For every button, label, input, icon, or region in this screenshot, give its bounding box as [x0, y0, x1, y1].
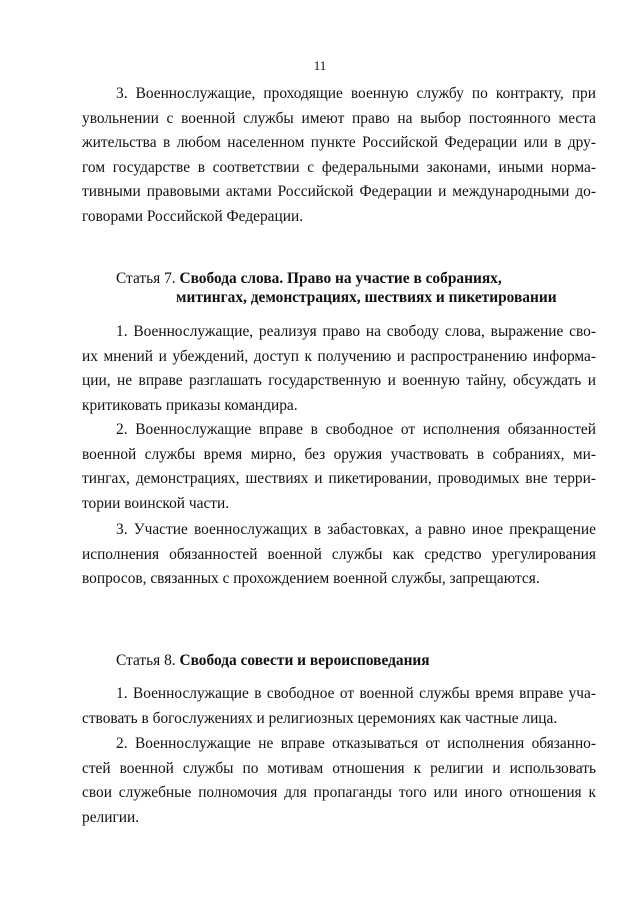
text-line: говорами Российской Федерации. [82, 207, 304, 225]
text-line: исполнения обязанностей военной службы как средство урегулирования [82, 545, 596, 563]
article-8-paragraph-2 [82, 732, 596, 830]
text-line: увольнении с военной службы имеют право на выбор постоянного места [82, 109, 596, 127]
text-line: религии. [82, 808, 140, 826]
text-line: вопросов, связанных с прохождением военной службы, запрещаются. [82, 570, 540, 588]
text-line: 3. Участие военнослужащих в забастовках, а равно иное прекращение [116, 521, 596, 538]
text-line: 3. Военнослужащие, проходящие военную службу по контракту, при [116, 85, 596, 102]
article-8-paragraph-1 [82, 682, 596, 731]
text-line: свои служебные полномочия для пропаганды того или иного отношения к [82, 784, 596, 802]
text-line: 1. Военнослужащие, реализуя право на свободу слова, выражение сво- [116, 323, 596, 340]
article-7-paragraph-2 [82, 418, 596, 516]
paragraph-contract-service [82, 82, 596, 230]
text-line: тивными правовыми актами Российской Федерации и международными до- [82, 183, 596, 201]
text-line: стей военной службы по мотивам отношения к религии и использовать [82, 759, 596, 777]
article-7-title: Свобода слова. Право на участие в собраниях, [179, 270, 502, 287]
text-line: тории воинской части. [82, 494, 230, 512]
text-line: гом государстве в соответствии с федеральными законами, иными норма- [82, 158, 596, 176]
text-line: военной службы время мирно, без оружия участвовать в собраниях, ми- [82, 445, 596, 463]
article-7-label: Статья 7. [116, 270, 176, 287]
article-7-title-continued: митингах, демонстрациях, шествиях и пикетировании [176, 288, 557, 306]
text-line: 2. Военнослужащие вправе в свободное от исполнения обязанностей [116, 421, 596, 438]
text-line: ствовать в богослужениях и религиозных церемониях как частные лица. [82, 709, 558, 727]
article-7-heading [116, 270, 596, 307]
article-8-heading [116, 652, 596, 671]
text-line: жительства в любом населенном пункте Российской Федерации или в дру- [82, 134, 596, 152]
article-7-paragraph-3 [82, 518, 596, 592]
text-line: 2. Военнослужащие не вправе отказываться от исполнения обязанно- [116, 735, 596, 752]
text-line: их мнений и убеждений, доступ к получению и распространению информа- [82, 347, 596, 365]
page-number: 11 [313, 58, 327, 73]
text-line: критиковать приказы командира. [82, 396, 298, 414]
article-7-paragraph-1 [82, 320, 596, 418]
article-8-label: Статья 8. [116, 652, 176, 669]
article-8-title: Свобода совести и вероисповедания [179, 652, 430, 669]
text-line: 1. Военнослужащие в свободное от военной службы время вправе уча- [116, 685, 596, 702]
text-line: тингах, демонстрациях, шествиях и пикетировании, проводимых вне терри- [82, 470, 596, 488]
text-line: ции, не вправе разглашать государственную и военную тайну, обсуждать и [82, 372, 596, 390]
